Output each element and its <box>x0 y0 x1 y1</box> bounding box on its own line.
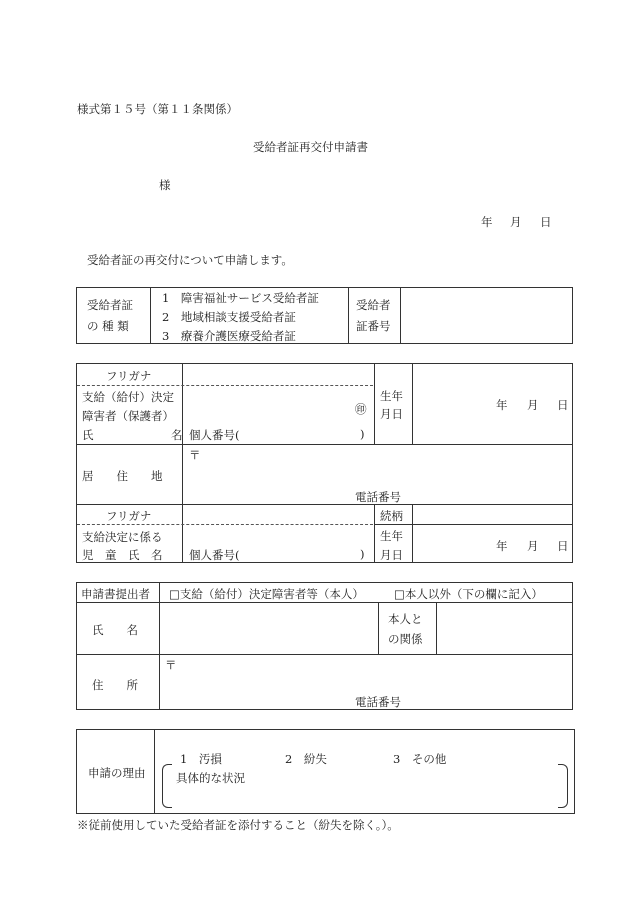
submitter-address-label: 住 所 <box>92 678 138 692</box>
form-title: 受給者証再交付申請書 <box>253 140 368 154</box>
certificate-option-3[interactable]: 3 療養介護医療受給者証 <box>162 329 296 343</box>
reason-option-3[interactable]: 3 その他 <box>393 752 447 766</box>
child-furigana-label: フリガナ <box>106 509 152 523</box>
date-month-label: 月 <box>510 215 522 229</box>
submitter-relation-label-2: の関係 <box>388 632 423 646</box>
name-label-last: 名 <box>171 428 183 442</box>
certificate-number-field[interactable] <box>402 289 570 342</box>
residence-label: 居 住 地 <box>82 469 163 483</box>
recipient-label: 支給（給付）決定 <box>82 390 174 404</box>
individual-number-close: ) <box>360 427 365 441</box>
reason-label: 申請の理由 <box>88 766 146 780</box>
submitter-relation-field[interactable] <box>438 604 570 652</box>
child-birth-day-label: 日 <box>557 539 569 553</box>
birth-date-label: 生年 <box>380 389 403 403</box>
submitter-option-self[interactable]: □支給（給付）決定障害者等（本人） <box>169 587 364 601</box>
reason-option-2[interactable]: 2 紛失 <box>285 752 327 766</box>
relation-field[interactable] <box>414 506 570 523</box>
submitter-postal-mark: 〒 <box>165 658 177 672</box>
seal-mark: ㊞ <box>355 402 367 416</box>
submitter-phone-label: 電話番号 <box>355 695 401 709</box>
certificate-number-label: 受給者 <box>356 298 391 312</box>
certificate-number-label-2: 証番号 <box>356 319 391 333</box>
birth-date-label-2: 月日 <box>380 407 403 421</box>
certificate-type-label-2: の 種 類 <box>87 319 129 333</box>
child-birth-label-2: 月日 <box>380 548 403 562</box>
certificate-type-label: 受給者証 <box>87 298 133 312</box>
recipient-label-2: 障害者（保護者） <box>82 409 174 423</box>
reason-option-1[interactable]: 1 汚損 <box>180 752 222 766</box>
intro-text: 受給者証の再交付について申請します。 <box>87 253 293 267</box>
date-year-label: 年 <box>481 215 493 229</box>
child-birth-month-label: 月 <box>527 539 539 553</box>
submitter-name-field[interactable] <box>161 604 376 652</box>
birth-year-label: 年 <box>496 398 508 412</box>
child-birth-year-label: 年 <box>496 539 508 553</box>
recipient-name-field[interactable] <box>184 387 372 423</box>
name-label-first: 氏 <box>82 428 94 442</box>
child-birth-label: 生年 <box>380 529 403 543</box>
furigana-field[interactable] <box>184 365 372 384</box>
furigana-label: フリガナ <box>106 369 152 383</box>
addressee-suffix: 様 <box>159 178 171 192</box>
birth-month-label: 月 <box>527 398 539 412</box>
postal-mark: 〒 <box>189 448 201 462</box>
child-individual-number-close: ) <box>360 547 365 561</box>
birth-day-label: 日 <box>557 398 569 412</box>
relation-label: 続柄 <box>380 509 403 523</box>
reason-detail-label: 具体的な状況 <box>176 771 245 785</box>
child-furigana-field[interactable] <box>184 506 372 523</box>
submitter-name-label: 氏 名 <box>92 623 138 637</box>
phone-label: 電話番号 <box>355 490 401 504</box>
child-label-2: 児 童 氏 名 <box>82 548 163 562</box>
footnote: ※従前使用していた受給者証を添付すること（紛失を除く。）。 <box>77 818 399 832</box>
form-number: 様式第１５号（第１１条関係） <box>77 102 238 116</box>
individual-number-label: 個人番号( <box>189 428 240 442</box>
left-bracket-icon <box>162 764 172 808</box>
certificate-option-1[interactable]: 1 障害福祉サービス受給者証 <box>162 291 319 305</box>
certificate-option-2[interactable]: 2 地域相談支援受給者証 <box>162 310 296 324</box>
child-individual-number-label: 個人番号( <box>189 548 240 562</box>
submitter-relation-label: 本人と <box>388 612 423 626</box>
submitter-option-other[interactable]: □本人以外（下の欄に記入） <box>394 587 543 601</box>
submitter-label: 申請書提出者 <box>81 587 150 601</box>
right-bracket-icon <box>558 764 568 808</box>
date-day-label: 日 <box>540 215 552 229</box>
child-label: 支給決定に係る <box>82 530 163 544</box>
reason-detail-field[interactable] <box>174 786 556 806</box>
